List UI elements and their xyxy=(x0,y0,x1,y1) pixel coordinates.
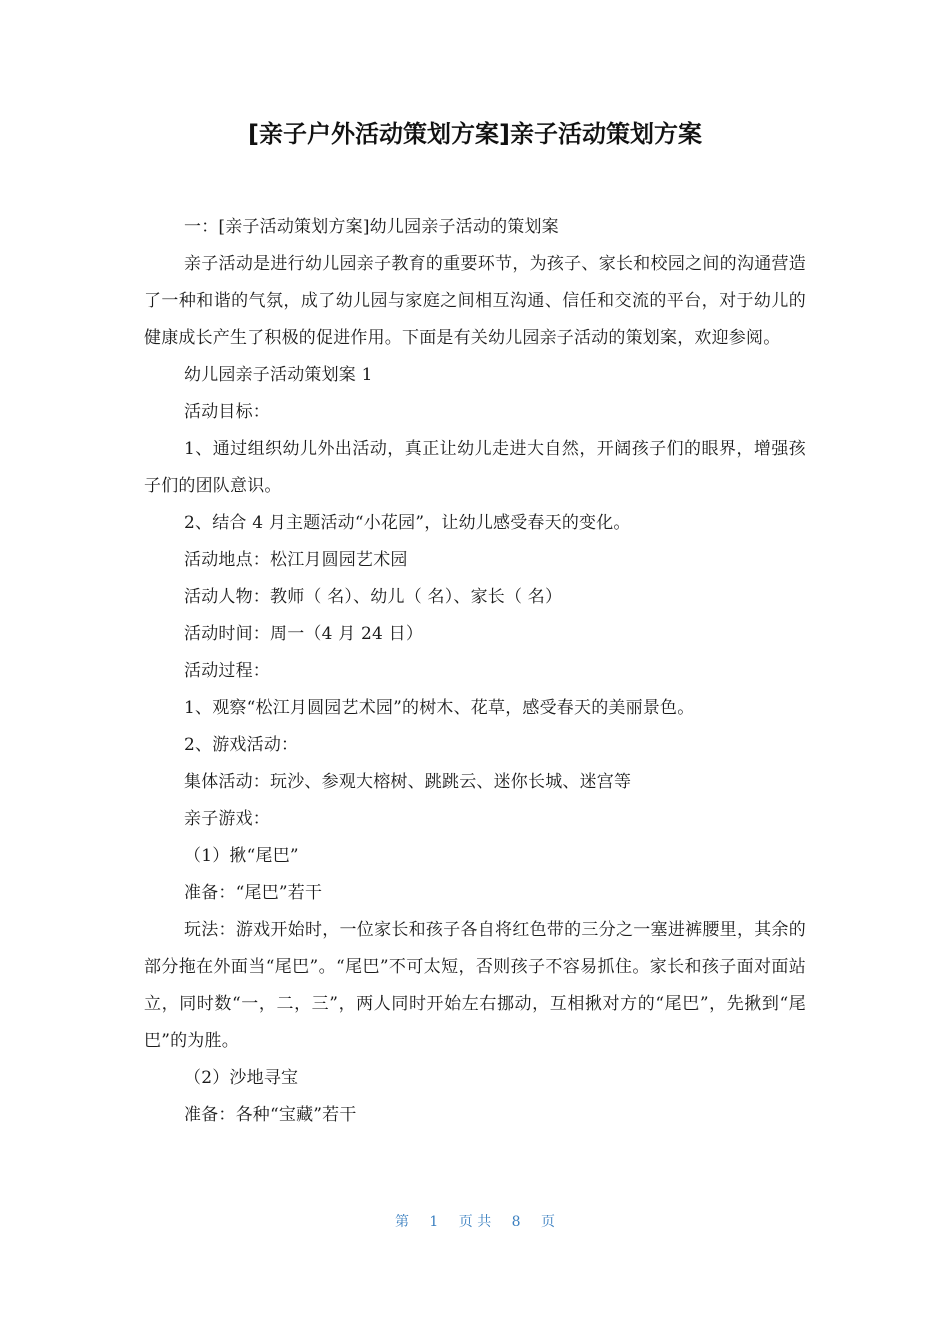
page-number-total: 8 xyxy=(511,1214,521,1230)
paragraph: 集体活动：玩沙、参观大榕树、跳跳云、迷你长城、迷宫等 xyxy=(184,772,632,792)
page-label-mid: 页 共 xyxy=(458,1214,492,1230)
page-label-suffix: 页 xyxy=(541,1214,556,1230)
paragraph: 玩法：游戏开始时，一位家长和孩子各自将红色带的三分之一塞进裤腰里，其余的部分拖在外面当“尾巴”。“尾巴”不可太短，否则孩子不容易抓住。家长和孩子面对面站立，同时数“一，二，三”，两人同时开始左右挪动，互相揪对方的“尾巴”，先揪到“尾巴”的为胜。 xyxy=(144,920,806,1051)
paragraph: 亲子活动是进行幼儿园亲子教育的重要环节，为孩子、家长和校园之间的沟通营造了一种和谐的气氛，成了幼儿园与家庭之间相互沟通、信任和交流的平台，对于幼儿的健康成长产生了积极的促进作用。下面是有关幼儿园亲子活动的策划案，欢迎参阅。 xyxy=(144,254,806,348)
paragraph: 活动目标： xyxy=(184,402,270,422)
paragraph: 活动人物：教师（ 名）、幼儿（ 名）、家长（ 名） xyxy=(184,587,563,607)
paragraph: 准备：“尾巴”若干 xyxy=(184,883,323,903)
paragraph: 2、游戏活动： xyxy=(184,735,299,755)
paragraph: 亲子游戏： xyxy=(184,809,270,829)
page-number-current: 1 xyxy=(429,1214,439,1230)
paragraph: 活动时间：周一（4 月 24 日） xyxy=(184,624,424,644)
page-footer xyxy=(0,1210,950,1234)
paragraph: 2、结合 4 月主题活动“小花园”，让幼儿感受春天的变化。 xyxy=(184,513,631,533)
paragraph: 幼儿园亲子活动策划案 1 xyxy=(184,365,373,385)
paragraph: 活动过程： xyxy=(184,661,270,681)
paragraph: 准备：各种“宝藏”若干 xyxy=(184,1105,357,1125)
document-title: [亲子户外活动策划方案]亲子活动策划方案 xyxy=(248,120,702,148)
document-body xyxy=(144,209,806,1134)
paragraph: 活动地点：松江月圆园艺术园 xyxy=(184,550,408,570)
page-label-prefix: 第 xyxy=(394,1214,409,1230)
paragraph: （1）揪“尾巴” xyxy=(184,846,299,866)
paragraph: 一：[亲子活动策划方案]幼儿园亲子活动的策划案 xyxy=(184,217,559,237)
paragraph: 1、通过组织幼儿外出活动，真正让幼儿走进大自然，开阔孩子们的眼界，增强孩子们的团队意识。 xyxy=(144,439,806,496)
paragraph: 1、观察“松江月圆园艺术园”的树木、花草，感受春天的美丽景色。 xyxy=(184,698,695,718)
paragraph: （2）沙地寻宝 xyxy=(184,1068,299,1088)
